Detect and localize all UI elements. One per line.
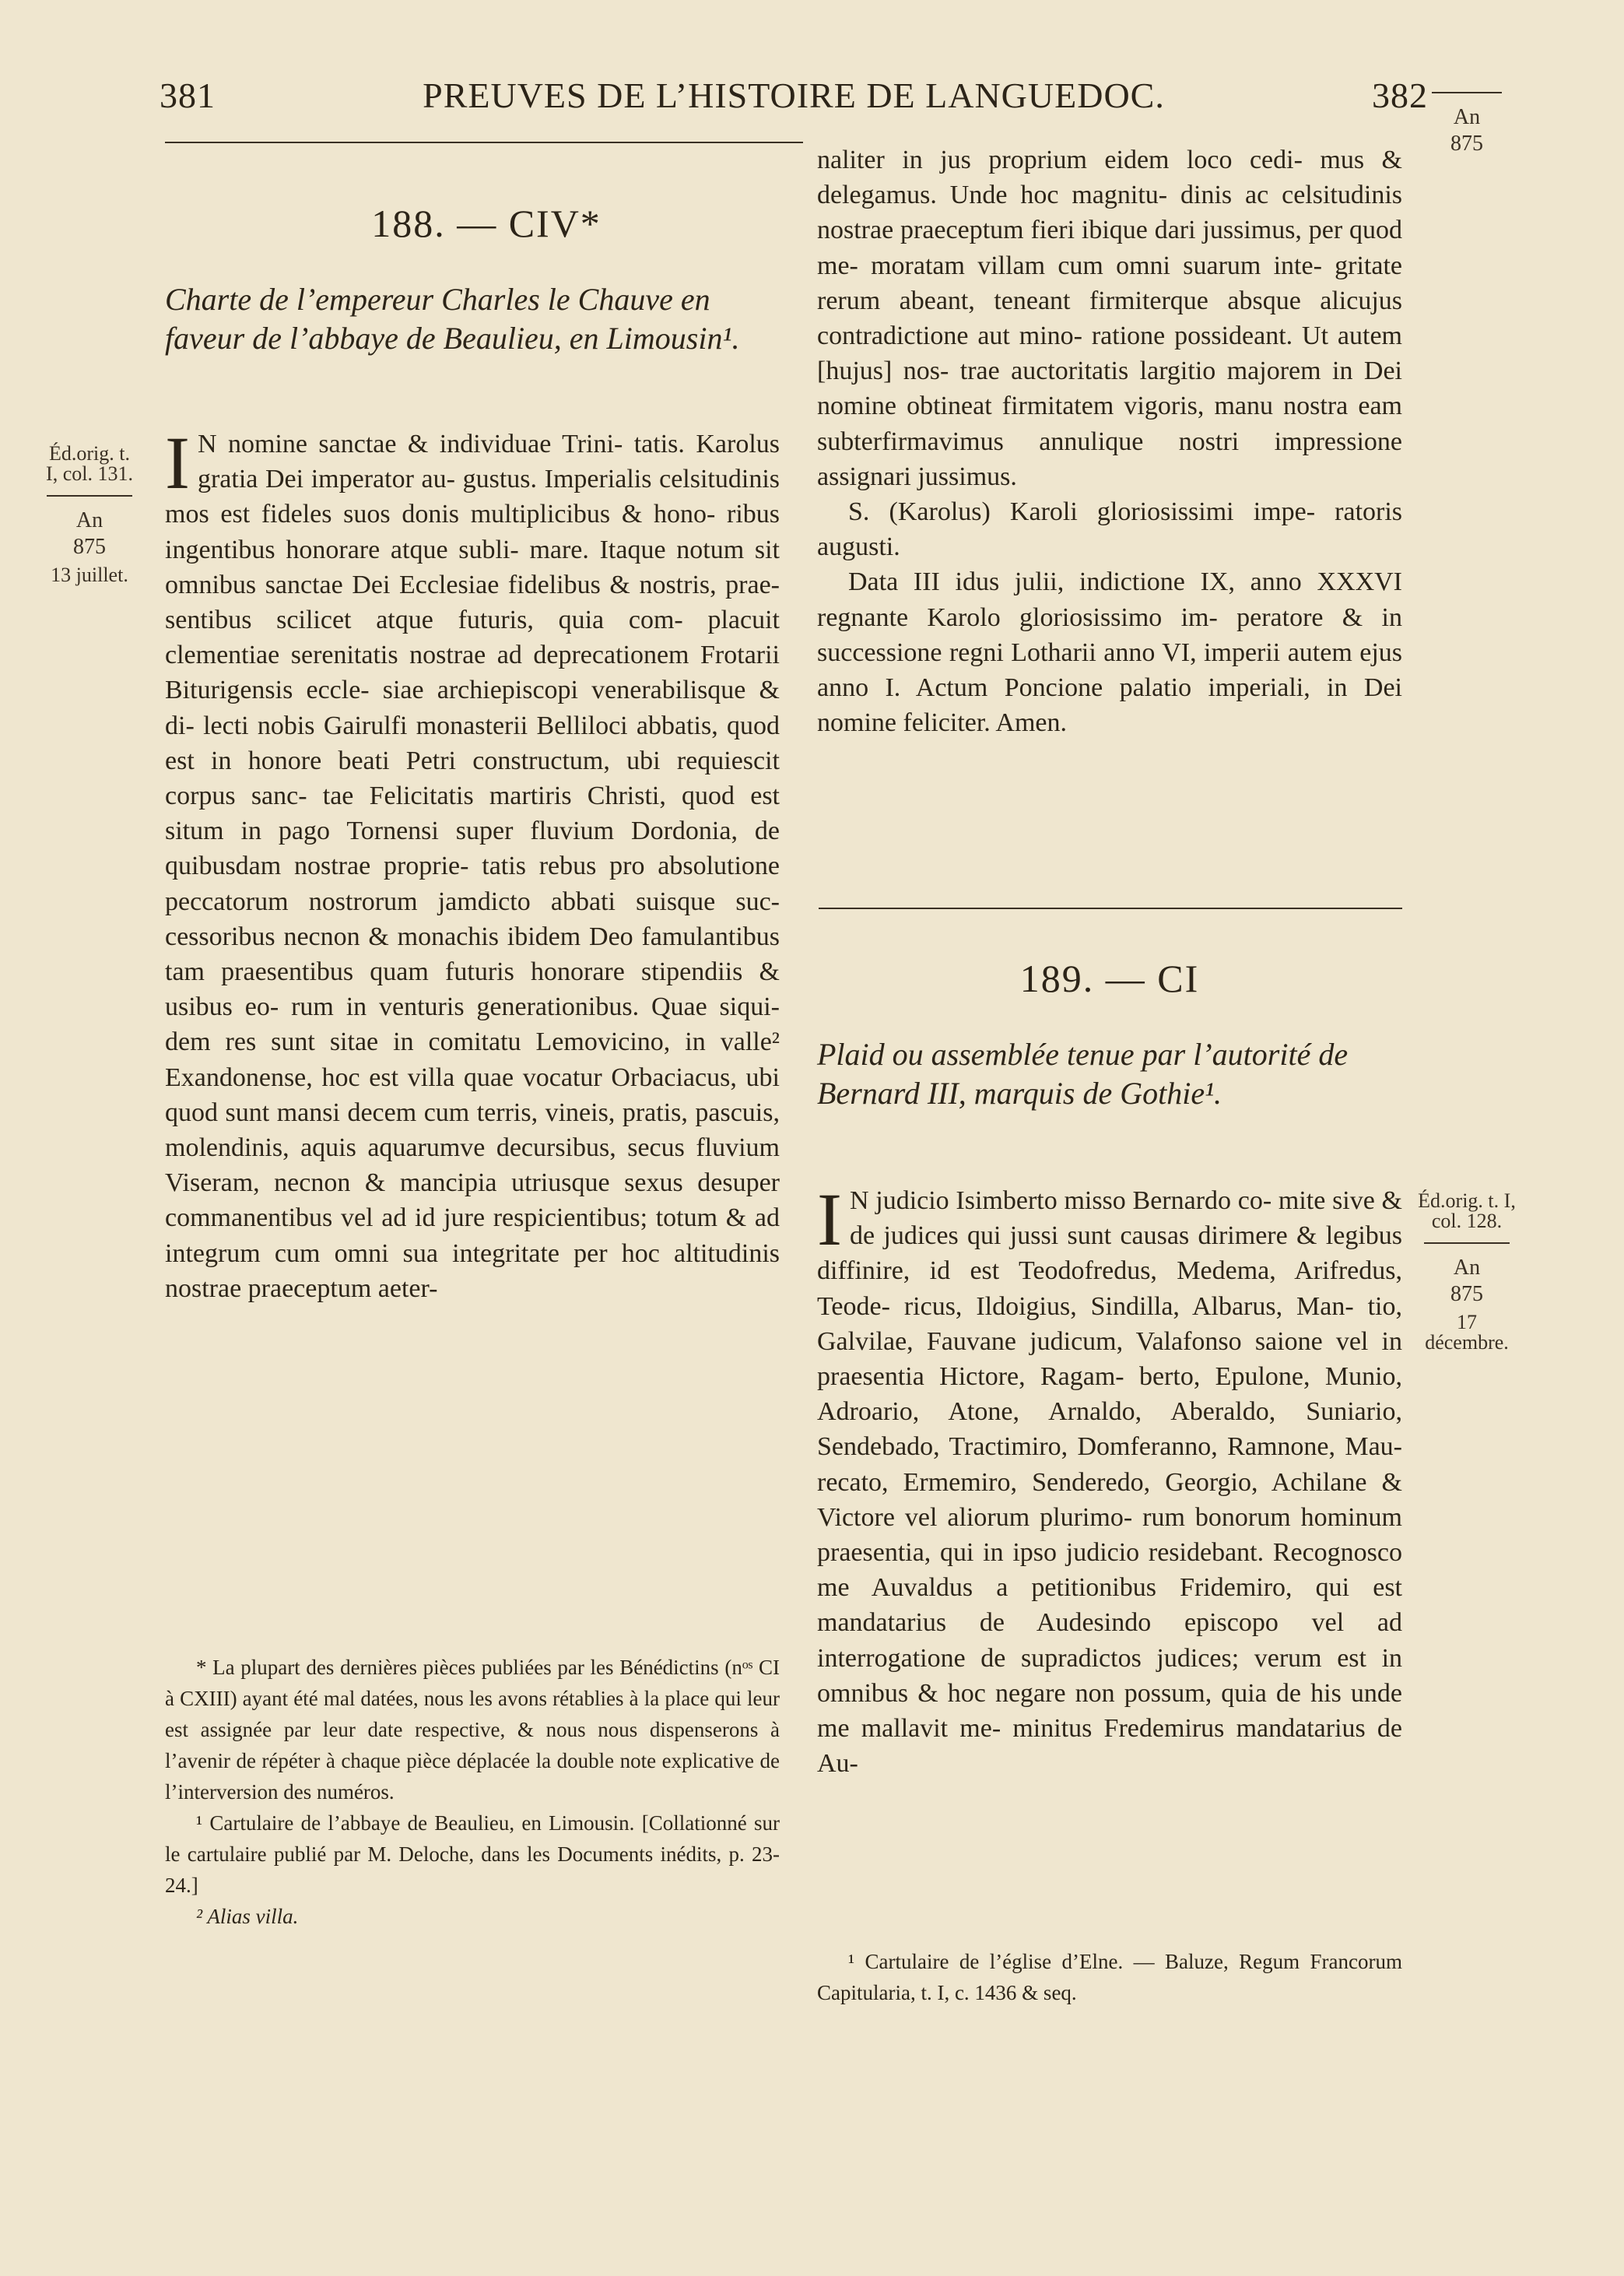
doc-number-189: 189. — CI <box>1019 957 1200 1000</box>
date-l5: feliciter. Amen. <box>903 708 1068 738</box>
text-188c-l7: ratione possideant. Ut autem [hujus] nos- <box>817 321 1402 386</box>
margin-rule-right <box>1424 1242 1510 1244</box>
text-188-l25: vocatur Orbaciacus, ubi quod sunt mansi <box>165 1062 780 1127</box>
text-189-l8: Arnaldo, Aberaldo, Suniario, Sendebado, <box>817 1397 1403 1462</box>
text-188-l32: hoc altitudinis nostrae praeceptum aeter- <box>165 1238 780 1303</box>
text-188-l14: tae Felicitatis martiris Christi, quod est <box>322 781 780 811</box>
text-188-l21: futuris honorare stipendiis & usibus eo- <box>165 957 780 1022</box>
text-188c-l2: dinis ac celsitudinis nostrae praeceptum <box>817 181 1403 245</box>
right-margin-top <box>1428 107 1506 154</box>
text-189-l14: Auvaldus a petitionibus Fridemiro, qui est <box>871 1573 1402 1603</box>
text-188-continued <box>817 142 1402 740</box>
text-188-l18: nostrorum jamdicto abbati suisque suc- <box>308 887 780 916</box>
right-year-label: An <box>1453 1256 1481 1280</box>
text-188-l8: placuit clementiae serenitatis nostrae ad <box>165 606 780 670</box>
text-188c-l1: mus & delegamus. Unde hoc magnitu- <box>817 146 1403 210</box>
text-188c-l5: gritate rerum abeant, teneant firmiterque <box>817 251 1402 315</box>
text-189-l11: Achilane & Victore vel aliorum plurimo- <box>817 1467 1403 1532</box>
right-margin-notes <box>1416 1191 1517 1353</box>
footnote-189-1: ¹ Cartulaire de l’église d’Elne. — Baluze, Regum Francorum Capitularia, t. I, c. 1436 & seq. <box>817 1950 1402 2004</box>
text-189-l0: N judicio Isimberto misso Bernardo co- <box>849 1186 1272 1215</box>
page-number-left: 381 <box>160 76 216 115</box>
date-l4: Poncione palatio imperiali, in Dei nomine <box>817 673 1402 738</box>
right-date: 17 décembre. <box>1425 1311 1509 1354</box>
text-188-l3: fideles suos donis multiplicibus & hono- <box>261 500 716 529</box>
text-189-l5: tio, Galvilae, Fauvane judicum, Valafonso <box>817 1291 1403 1356</box>
text-189-l1: mite sive & de judices qui jussi sunt <box>849 1186 1403 1251</box>
left-date: 13 juillet. <box>51 564 128 586</box>
date-l1: XXXVI regnante Karolo gloriosissimo im- <box>817 567 1403 632</box>
left-edition-ref: Éd.orig. t. I, col. 131. <box>46 442 133 485</box>
text-189 <box>817 1178 1403 1781</box>
date-l0: Data III idus julii, indictione IX, anno <box>848 567 1302 597</box>
rubric-189: Plaid ou assemblée tenue par l’autorité de Bernard III, marquis de Gothie¹. <box>817 1037 1349 1111</box>
section-divider <box>819 908 1402 909</box>
text-188-l1: tatis. Karolus gratia Dei imperator au- <box>197 430 780 494</box>
text-188c-l11: nostri impressione assignari jussimus. <box>817 427 1402 491</box>
text-189-l18: possum, quia de his unde me mallavit me- <box>817 1678 1402 1744</box>
footnote-star: * La plupart des dernières pièces publiées par les Bénédictins (nᵒˢ CI à CXIII) ayant été mal datées, nous les avons rétablies à la place qui leur est assignée par leur date respective, & nous nous dispenserons à l’avenir de répéter à chaque pièce déplacée la double note explicative de l’interversion des numéros. <box>165 1656 780 1804</box>
text-188-l2: gustus. Imperialis celsitudinis mos est <box>165 465 780 529</box>
text-189-l19: minitus Fredemirus mandatarius de Au- <box>817 1714 1403 1779</box>
text-188-l23: dem res sunt sitae in comitatu Lemovicino, <box>165 1027 671 1057</box>
date-l2: peratore & in successione regni Lotharii <box>817 602 1403 667</box>
page-number-right: 382 <box>1372 76 1428 115</box>
text-188-l7: sentibus scilicet atque futuris, quia com- <box>165 606 683 635</box>
text-188-l28: secus fluvium Viseram, necnon & mancipia <box>165 1133 780 1198</box>
text-188-l24: in valle² Exandonense, hoc est villa quae <box>165 1027 780 1092</box>
text-189-l17: verum est in omnibus & hoc negare non <box>817 1643 1403 1708</box>
text-188-l31: integrum cum omni sua integritate per <box>165 1238 608 1268</box>
left-year: 875 <box>73 535 106 559</box>
text-188-l0: N nomine sanctae & individuae Trini- <box>197 430 623 458</box>
text-188-l15: situm in pago Tornensi super fluvium <box>165 817 615 846</box>
text-188c-l9: nomine obtineat firmitatem vigoris, manu <box>817 392 1274 421</box>
footnote-2: ² Alias villa. <box>196 1905 299 1928</box>
text-188c-l8: trae auctoritatis largitio majorem in Dei <box>959 357 1402 386</box>
text-188-l13: constructum, ubi requiescit corpus sanc- <box>165 746 780 811</box>
text-189-l4: ricus, Ildoigius, Sindilla, Albarus, Man- <box>903 1291 1354 1321</box>
dating-clause <box>817 564 1402 740</box>
text-188-l16: Dordonia, de quibusdam nostrae proprie- <box>165 817 780 881</box>
margin-rule <box>47 495 132 497</box>
text-189-l7: berto, Epulone, Munio, Adroario, Atone, <box>817 1362 1403 1427</box>
text-189-l10: recato, Ermemiro, Senderedo, Georgio, <box>817 1467 1258 1497</box>
text-188c-l0: naliter in jus proprium eidem loco cedi- <box>817 146 1303 174</box>
text-188-l29: utriusque sexus desuper commanentibus <box>165 1168 780 1233</box>
footnotes-188 <box>165 1652 780 1932</box>
text-188-l4: ribus ingentibus honorare atque subli- <box>165 500 780 564</box>
header-rule-left <box>165 142 803 143</box>
text-189-l3: Teodofredus, Medema, Arifredus, Teode- <box>817 1256 1402 1321</box>
text-188-l11: lecti nobis Gairulfi monasterii Belliloci <box>203 711 628 740</box>
footnote-1: ¹ Cartulaire de l’abbaye de Beaulieu, en Limousin. [Collationné sur le cartulaire publié par M. Deloche, dans les Documents inédits, p. 23-24.] <box>165 1811 780 1897</box>
right-top-year: 875 <box>1450 132 1483 156</box>
text-188c-l6: absque alicujus contradictione aut mino- <box>817 286 1403 351</box>
text-188-l19: cessoribus necnon & monachis ibidem <box>165 922 581 951</box>
text-188-l12: abbatis, quod est in honore beati Petri <box>165 711 780 775</box>
text-188 <box>165 421 780 1306</box>
signature: S. (Karolus) Karoli gloriosissimi impe- <box>848 497 1316 527</box>
text-188c-l4: moratam villam cum omni suarum inte- <box>871 251 1322 280</box>
signature-line <box>817 494 1402 564</box>
text-188-l30: vel ad id jure respicientibus; totum & ad <box>341 1203 780 1233</box>
text-189-l13: ipso judicio residebant. Recognosco me <box>817 1538 1403 1603</box>
text-189-l15: mandatarius de Audesindo episcopo vel <box>817 1608 1345 1638</box>
text-188-l5: mare. Itaque notum sit omnibus sanctae <box>165 535 780 599</box>
text-189-l9: Tractimiro, Domferanno, Ramnone, Mau- <box>949 1432 1402 1462</box>
right-year: 875 <box>1450 1282 1483 1306</box>
text-189-l12: rum bonorum hominum praesentia, qui in <box>817 1502 1403 1568</box>
dropcap-189: I <box>817 1178 842 1261</box>
text-188-l17: tatis rebus pro absolutione peccatorum <box>165 852 780 916</box>
right-edition-ref: Éd.orig. t. I, col. 128. <box>1418 1189 1516 1232</box>
running-title: PREUVES DE L’HISTOIRE DE LANGUEDOC. <box>423 76 1165 115</box>
text-188-l20: Deo famulantibus tam praesentibus quam <box>165 922 780 987</box>
left-year-label: An <box>75 508 103 532</box>
text-188-l10: siae archiepiscopi venerabilisque & di- <box>165 676 780 740</box>
date-l3: anno VI, imperii autem ejus anno I. Actum <box>817 637 1403 703</box>
text-189-l6: saione vel in praesentia Hictore, Ragam- <box>817 1326 1402 1392</box>
text-189-l16: ad interrogatione de supradictos judices; <box>817 1608 1402 1673</box>
text-188-l9: deprecationem Frotarii Biturigensis eccle- <box>165 641 780 705</box>
text-188-l26: decem cum terris, vineis, pratis, pascuis, <box>347 1098 780 1127</box>
footnote-189 <box>817 1946 1402 2008</box>
signature-continued: ratoris augusti. <box>817 497 1403 562</box>
rubric-188: Charte de l’empereur Charles le Chauve en faveur de l’abbaye de Beaulieu, en Limousin¹. <box>165 282 740 356</box>
text-188c-l10: nostra eam subterfirmavimus annulique <box>817 392 1403 456</box>
text-189-l2: causas dirimere & legibus diffinire, id est <box>817 1221 1402 1286</box>
dropcap-188: I <box>165 421 190 504</box>
text-188-l22: rum in venturis generationibus. Quae siqui- <box>291 992 780 1022</box>
text-188-l27: molendinis, aquis aquarumve decursibus, <box>165 1133 616 1163</box>
running-header <box>160 75 1428 121</box>
text-188-l6: Dei Ecclesiae fidelibus & nostris, prae- <box>352 570 780 599</box>
doc-number-188: 188. — CIV* <box>371 202 602 245</box>
left-margin-notes <box>43 444 136 585</box>
right-top-year-label: An <box>1453 105 1481 129</box>
text-188c-l3: fieri ibique dari jussimus, per quod me- <box>817 216 1403 280</box>
header-rule-right <box>1432 92 1502 93</box>
